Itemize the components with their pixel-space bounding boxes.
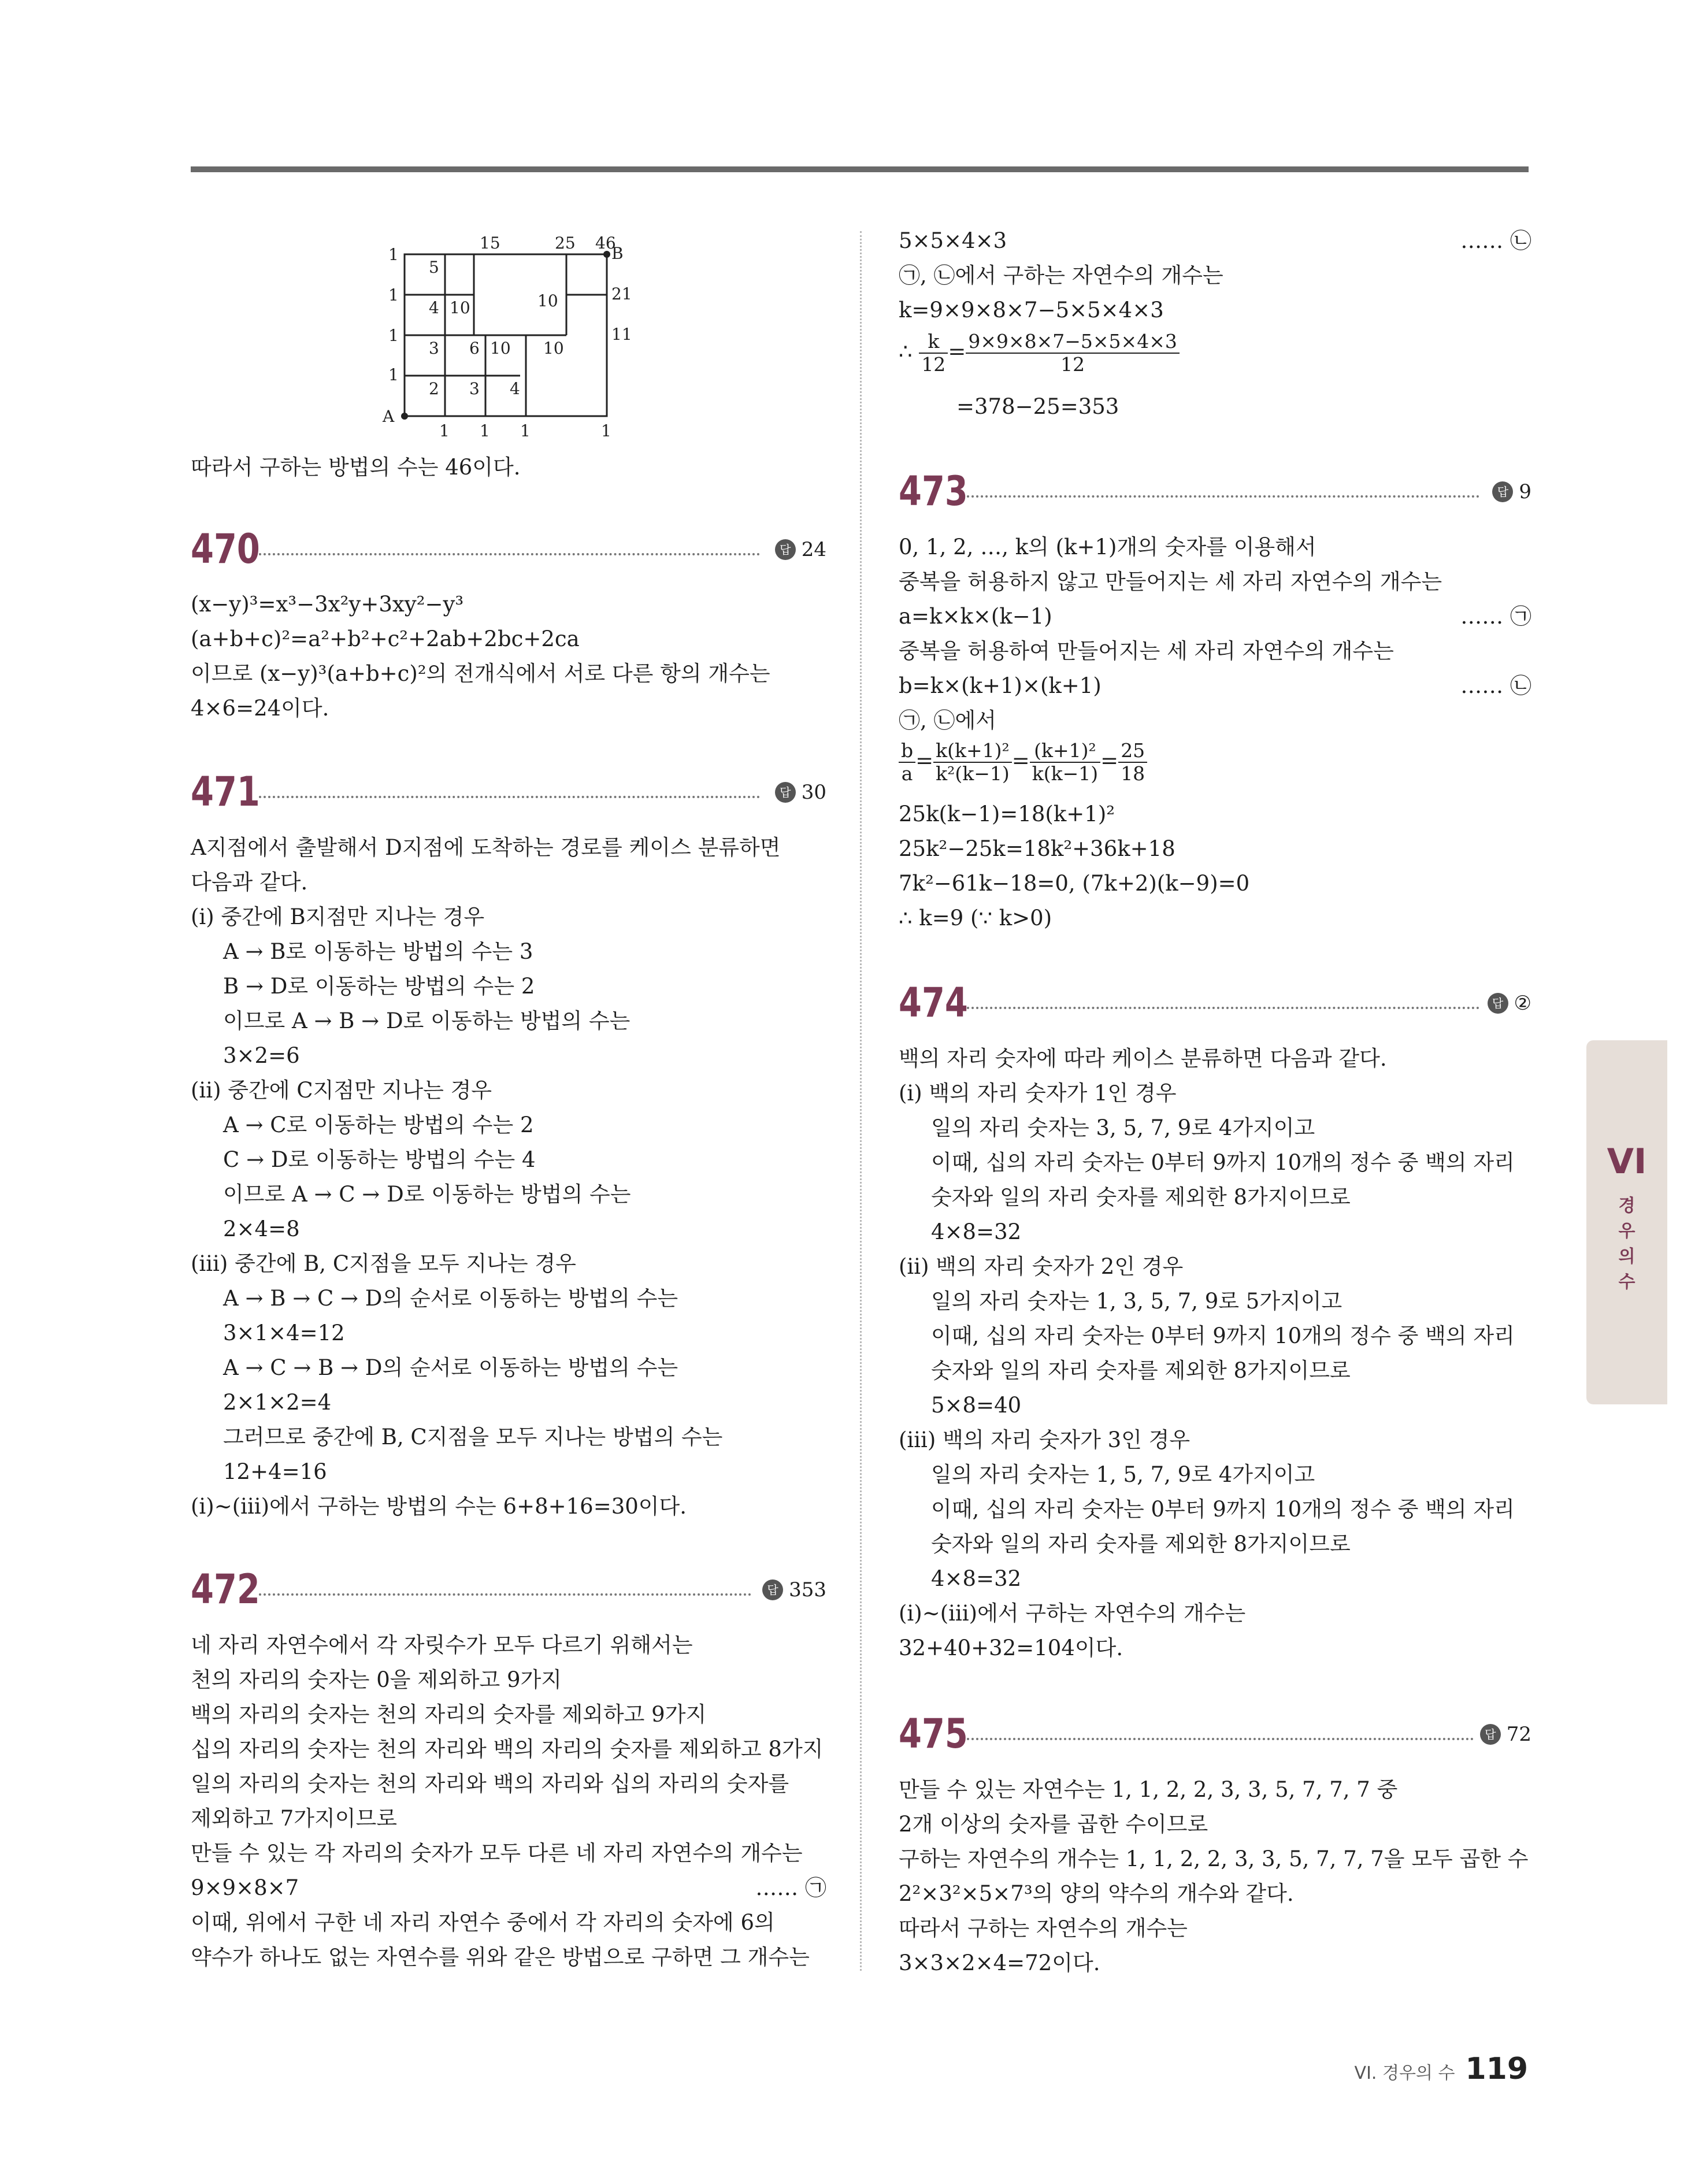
page-footer bbox=[1355, 2052, 1528, 2086]
solution-line: (ⅰ) 백의 자리 숫자가 1인 경우 bbox=[899, 1081, 1177, 1106]
solution-line: 이므로 A → B → D로 이동하는 방법의 수는 bbox=[223, 1008, 631, 1033]
solution-line: 4×8=32 bbox=[931, 1219, 1022, 1244]
cell-value: 10 bbox=[450, 298, 470, 317]
solution-line: 일의 자리의 숫자는 천의 자리와 백의 자리와 십의 자리의 숫자를 bbox=[191, 1771, 789, 1796]
dot-leader bbox=[259, 796, 760, 798]
footer-chapter: VI. 경우의 수 bbox=[1354, 2063, 1455, 2083]
equation-mark: …… ㉠ bbox=[1460, 604, 1531, 629]
bottom-label: 1 bbox=[439, 421, 450, 440]
solution-line: (ⅱ) 중간에 C지점만 지나는 경우 bbox=[191, 1078, 492, 1103]
denominator: 12 bbox=[921, 353, 946, 376]
equation-mark: …… ㉡ bbox=[1460, 673, 1531, 698]
solution-line: 약수가 하나도 없는 자연수를 위와 같은 방법으로 구하면 그 개수는 bbox=[191, 1945, 810, 1970]
answer-value: 9 bbox=[1519, 480, 1531, 503]
solution-line: 천의 자리의 숫자는 0을 제외하고 9가지 bbox=[191, 1667, 562, 1692]
problem-474-header bbox=[899, 977, 1531, 1029]
answer-icon: 답 bbox=[775, 782, 796, 803]
fraction bbox=[933, 740, 1012, 785]
solution-line: 2개 이상의 숫자를 곱한 수이므로 bbox=[899, 1812, 1208, 1837]
answer-icon: 답 bbox=[1480, 1724, 1501, 1745]
solution-line: 5×5×4×3 bbox=[899, 228, 1007, 253]
numerator: (k+1)² bbox=[1030, 740, 1100, 763]
fraction-line: $\frac{b}{a}$ = $\frac{\text{k(k+1)²}}{\text{k²(k−1)}}$ = $\frac{\text{(k+1)²}}{k(k-1)}$ = $\frac{25}{18}$ bbox=[899, 740, 1147, 785]
numerator: k(k+1)² bbox=[933, 740, 1012, 763]
cell-value: 10 bbox=[537, 291, 558, 310]
problem-number: 471 bbox=[191, 768, 260, 815]
solution-line: A → B로 이동하는 방법의 수는 3 bbox=[223, 939, 533, 964]
top-label: 15 bbox=[480, 233, 500, 253]
solution-line: 12+4=16 bbox=[223, 1459, 327, 1484]
solution-line: A지점에서 출발해서 D지점에 도착하는 경로를 케이스 분류하면 bbox=[191, 835, 781, 860]
fraction-line: ∴ $\frac{k}{12}$ = $\frac{9\times 9\times 8\times 7-5\times 5\times 4\times 3}{12}$ bbox=[899, 331, 1180, 376]
solution-line: (ⅰ) 중간에 B지점만 지나는 경우 bbox=[191, 904, 485, 929]
problem-475-header bbox=[899, 1708, 1531, 1760]
cell-value: 5 bbox=[429, 258, 439, 277]
dot-leader bbox=[967, 1007, 1479, 1009]
answer-badge bbox=[762, 1578, 826, 1601]
solution-line: 일의 자리 숫자는 3, 5, 7, 9로 4가지이고 bbox=[931, 1115, 1315, 1140]
bottom-label: 1 bbox=[601, 421, 611, 440]
right-label: 21 bbox=[611, 284, 632, 303]
solution-line: 2×1×2=4 bbox=[223, 1390, 332, 1415]
intro-result: 따라서 구하는 방법의 수는 46이다. bbox=[191, 455, 521, 480]
bottom-label: 1 bbox=[520, 421, 531, 440]
cell-value: 3 bbox=[429, 339, 439, 358]
denominator: a bbox=[901, 762, 913, 785]
solution-line: 제외하고 7가지이므로 bbox=[191, 1806, 397, 1831]
solution-line: (ⅱ) 백의 자리 숫자가 2인 경우 bbox=[899, 1254, 1184, 1279]
solution-line: ∴ k=9 (∵ k>0) bbox=[899, 906, 1052, 930]
top-rule bbox=[191, 166, 1529, 172]
solution-line: 십의 자리의 숫자는 천의 자리와 백의 자리의 숫자를 제외하고 8가지 bbox=[191, 1737, 824, 1762]
solution-line: 0, 1, 2, …, k의 (k+1)개의 숫자를 이용해서 bbox=[899, 535, 1316, 559]
solution-line: 일의 자리 숫자는 1, 5, 7, 9로 4가지이고 bbox=[931, 1462, 1315, 1487]
solution-line: 이때, 십의 자리 숫자는 0부터 9까지 10개의 정수 중 백의 자리 bbox=[931, 1150, 1515, 1175]
solution-line: 이때, 위에서 구한 네 자리 자연수 중에서 각 자리의 숫자에 6의 bbox=[191, 1910, 775, 1935]
solution-line: 백의 자리의 숫자는 천의 자리의 숫자를 제외하고 9가지 bbox=[191, 1702, 707, 1727]
solution-line: A → C → B → D의 순서로 이동하는 방법의 수는 bbox=[223, 1355, 678, 1380]
answer-value: 353 bbox=[789, 1578, 826, 1601]
denominator: k(k−1) bbox=[1032, 762, 1099, 785]
answer-badge bbox=[1492, 480, 1531, 503]
answer-badge bbox=[775, 538, 826, 561]
answer-icon: 답 bbox=[1492, 481, 1513, 502]
answer-badge bbox=[775, 781, 826, 804]
solution-line: 그러므로 중간에 B, C지점을 모두 지나는 방법의 수는 bbox=[223, 1425, 723, 1449]
problem-472-header bbox=[191, 1563, 826, 1615]
answer-value: 24 bbox=[801, 538, 826, 561]
solution-line: 숫자와 일의 자리 숫자를 제외한 8가지이므로 bbox=[931, 1532, 1351, 1556]
solution-line: 이므로 A → C → D로 이동하는 방법의 수는 bbox=[223, 1182, 631, 1207]
label-a: A bbox=[383, 407, 395, 426]
problem-471-header bbox=[191, 766, 826, 818]
solution-line: 7k²−61k−18=0, (7k+2)(k−9)=0 bbox=[899, 871, 1250, 896]
left-label: 1 bbox=[388, 285, 399, 305]
solution-line: a=k×k×(k−1) bbox=[899, 604, 1052, 629]
solution-line: (ⅰ)~(ⅲ)에서 구하는 자연수의 개수는 bbox=[899, 1601, 1246, 1626]
solution-line: 4×8=32 bbox=[931, 1566, 1022, 1591]
solution-line: A → B → C → D의 순서로 이동하는 방법의 수는 bbox=[223, 1286, 678, 1311]
solution-line: 9×9×8×7 bbox=[191, 1875, 299, 1900]
solution-line: C → D로 이동하는 방법의 수는 4 bbox=[223, 1147, 536, 1172]
solution-line: 25k²−25k=18k²+36k+18 bbox=[899, 836, 1175, 861]
solution-line: 숫자와 일의 자리 숫자를 제외한 8가지이므로 bbox=[931, 1358, 1351, 1383]
page-number: 119 bbox=[1465, 2052, 1528, 2086]
problem-470-header bbox=[191, 523, 826, 575]
answer-icon: 답 bbox=[762, 1579, 783, 1600]
solution-line: =378−25=353 bbox=[956, 394, 1119, 419]
solution-line: (x−y)³=x³−3x²y+3xy²−y³ bbox=[191, 592, 464, 617]
solution-line: 4×6=24이다. bbox=[191, 696, 329, 721]
solution-line: 네 자리 자연수에서 각 자릿수가 모두 다르기 위해서는 bbox=[191, 1633, 693, 1658]
cell-value: 10 bbox=[543, 339, 564, 358]
denominator: 12 bbox=[1060, 353, 1085, 376]
left-label: 1 bbox=[388, 326, 399, 345]
solution-line: 중복을 허용하지 않고 만들어지는 세 자리 자연수의 개수는 bbox=[899, 569, 1442, 594]
cell-value: 3 bbox=[469, 379, 480, 398]
numerator: 9×9×8×7−5×5×4×3 bbox=[966, 331, 1180, 354]
top-label: 25 bbox=[555, 233, 576, 253]
solution-line: 백의 자리 숫자에 따라 케이스 분류하면 다음과 같다. bbox=[899, 1046, 1387, 1071]
column-divider bbox=[860, 231, 862, 1971]
solution-line: (a+b+c)²=a²+b²+c²+2ab+2bc+2ca bbox=[191, 626, 580, 651]
solution-line: 이때, 십의 자리 숫자는 0부터 9까지 10개의 정수 중 백의 자리 bbox=[931, 1323, 1515, 1348]
cell-value: 4 bbox=[510, 379, 520, 398]
left-label: 1 bbox=[388, 245, 399, 264]
answer-value: ② bbox=[1514, 992, 1531, 1015]
solution-line: (ⅲ) 중간에 B, C지점을 모두 지나는 경우 bbox=[191, 1251, 576, 1276]
top-label: 46 bbox=[595, 233, 616, 253]
solution-line: ㉠, ㉡에서 구하는 자연수의 개수는 bbox=[899, 263, 1223, 288]
solution-line: 다음과 같다. bbox=[191, 870, 308, 895]
numerator: b bbox=[899, 740, 915, 763]
right-label: 11 bbox=[611, 325, 632, 344]
solution-line: k=9×9×8×7−5×5×4×3 bbox=[899, 298, 1164, 322]
solution-line: 구하는 자연수의 개수는 1, 1, 2, 2, 3, 3, 5, 7, 7, 7을 모두 곱한 수 bbox=[899, 1846, 1529, 1871]
problem-number: 472 bbox=[191, 1566, 260, 1613]
solution-line: 3×3×2×4=72이다. bbox=[899, 1951, 1100, 1975]
cell-value: 2 bbox=[429, 379, 439, 398]
answer-badge bbox=[1480, 1723, 1531, 1746]
chapter-title: 경 우 의 수 bbox=[1618, 1196, 1635, 1292]
problem-number: 474 bbox=[899, 979, 968, 1026]
solution-line: (ⅲ) 백의 자리 숫자가 3인 경우 bbox=[899, 1427, 1191, 1452]
fraction bbox=[899, 740, 915, 785]
numerator: 25 bbox=[1118, 740, 1147, 763]
solution-line: (ⅰ)~(ⅲ)에서 구하는 방법의 수는 6+8+16=30이다. bbox=[191, 1494, 687, 1519]
solution-line: 만들 수 있는 각 자리의 숫자가 모두 다른 네 자리 자연수의 개수는 bbox=[191, 1841, 803, 1866]
bottom-label: 1 bbox=[480, 421, 490, 440]
equation-mark: …… ㉠ bbox=[755, 1875, 826, 1900]
solution-line: 이므로 (x−y)³(a+b+c)²의 전개식에서 서로 다른 항의 개수는 bbox=[191, 661, 770, 686]
answer-badge bbox=[1488, 992, 1531, 1015]
solution-line: B → D로 이동하는 방법의 수는 2 bbox=[223, 974, 535, 999]
path-diagram bbox=[376, 231, 647, 445]
fraction bbox=[1030, 740, 1100, 785]
problem-number: 473 bbox=[899, 468, 968, 515]
solution-line: A → C로 이동하는 방법의 수는 2 bbox=[223, 1113, 534, 1137]
answer-icon: 답 bbox=[775, 539, 796, 560]
equation-mark: …… ㉡ bbox=[1460, 228, 1531, 253]
cell-value: 6 bbox=[469, 339, 480, 358]
solution-line: 일의 자리 숫자는 1, 3, 5, 7, 9로 5가지이고 bbox=[931, 1289, 1342, 1314]
cell-value: 4 bbox=[429, 298, 439, 317]
solution-line: 32+40+32=104이다. bbox=[899, 1636, 1123, 1660]
dot-leader bbox=[259, 553, 760, 555]
cell-value: 10 bbox=[490, 339, 511, 358]
answer-icon: 답 bbox=[1488, 993, 1508, 1014]
dot-leader bbox=[967, 495, 1479, 498]
dot-leader bbox=[967, 1738, 1474, 1740]
solution-line: 만들 수 있는 자연수는 1, 1, 2, 2, 3, 3, 5, 7, 7, 7 중 bbox=[899, 1777, 1398, 1802]
solution-line: 숫자와 일의 자리 숫자를 제외한 8가지이므로 bbox=[931, 1185, 1351, 1210]
solution-line: 3×2=6 bbox=[223, 1043, 300, 1068]
chapter-tab[interactable] bbox=[1586, 1040, 1667, 1404]
dot-leader bbox=[259, 1593, 751, 1596]
fraction bbox=[919, 331, 948, 376]
solution-line: 2²×3²×5×7³의 양의 약수의 개수와 같다. bbox=[899, 1881, 1294, 1906]
solution-line: 중복을 허용하여 만들어지는 세 자리 자연수의 개수는 bbox=[899, 639, 1394, 663]
problem-number: 475 bbox=[899, 1710, 968, 1757]
denominator: k²(k−1) bbox=[936, 762, 1010, 785]
left-label: 1 bbox=[388, 365, 399, 384]
problem-473-header bbox=[899, 465, 1531, 517]
point-a bbox=[401, 413, 408, 420]
fraction bbox=[1118, 740, 1147, 785]
chapter-roman: VI bbox=[1607, 1141, 1647, 1182]
answer-value: 72 bbox=[1506, 1723, 1531, 1746]
solution-line: b=k×(k+1)×(k+1) bbox=[899, 673, 1102, 698]
numerator: k bbox=[919, 331, 948, 354]
label-b: B bbox=[611, 244, 624, 263]
answer-value: 30 bbox=[801, 781, 826, 804]
therefore-symbol: ∴ bbox=[899, 339, 913, 364]
solution-line: 3×1×4=12 bbox=[223, 1321, 345, 1345]
solution-line: 25k(k−1)=18(k+1)² bbox=[899, 802, 1115, 826]
denominator: 18 bbox=[1121, 762, 1145, 785]
solution-line: 이때, 십의 자리 숫자는 0부터 9까지 10개의 정수 중 백의 자리 bbox=[931, 1497, 1515, 1522]
solution-line: 5×8=40 bbox=[931, 1393, 1022, 1418]
problem-number: 470 bbox=[191, 525, 260, 573]
solution-line: ㉠, ㉡에서 bbox=[899, 708, 997, 733]
solution-line: 따라서 구하는 자연수의 개수는 bbox=[899, 1916, 1188, 1941]
solution-line: 2×4=8 bbox=[223, 1217, 300, 1241]
fraction bbox=[966, 331, 1180, 376]
